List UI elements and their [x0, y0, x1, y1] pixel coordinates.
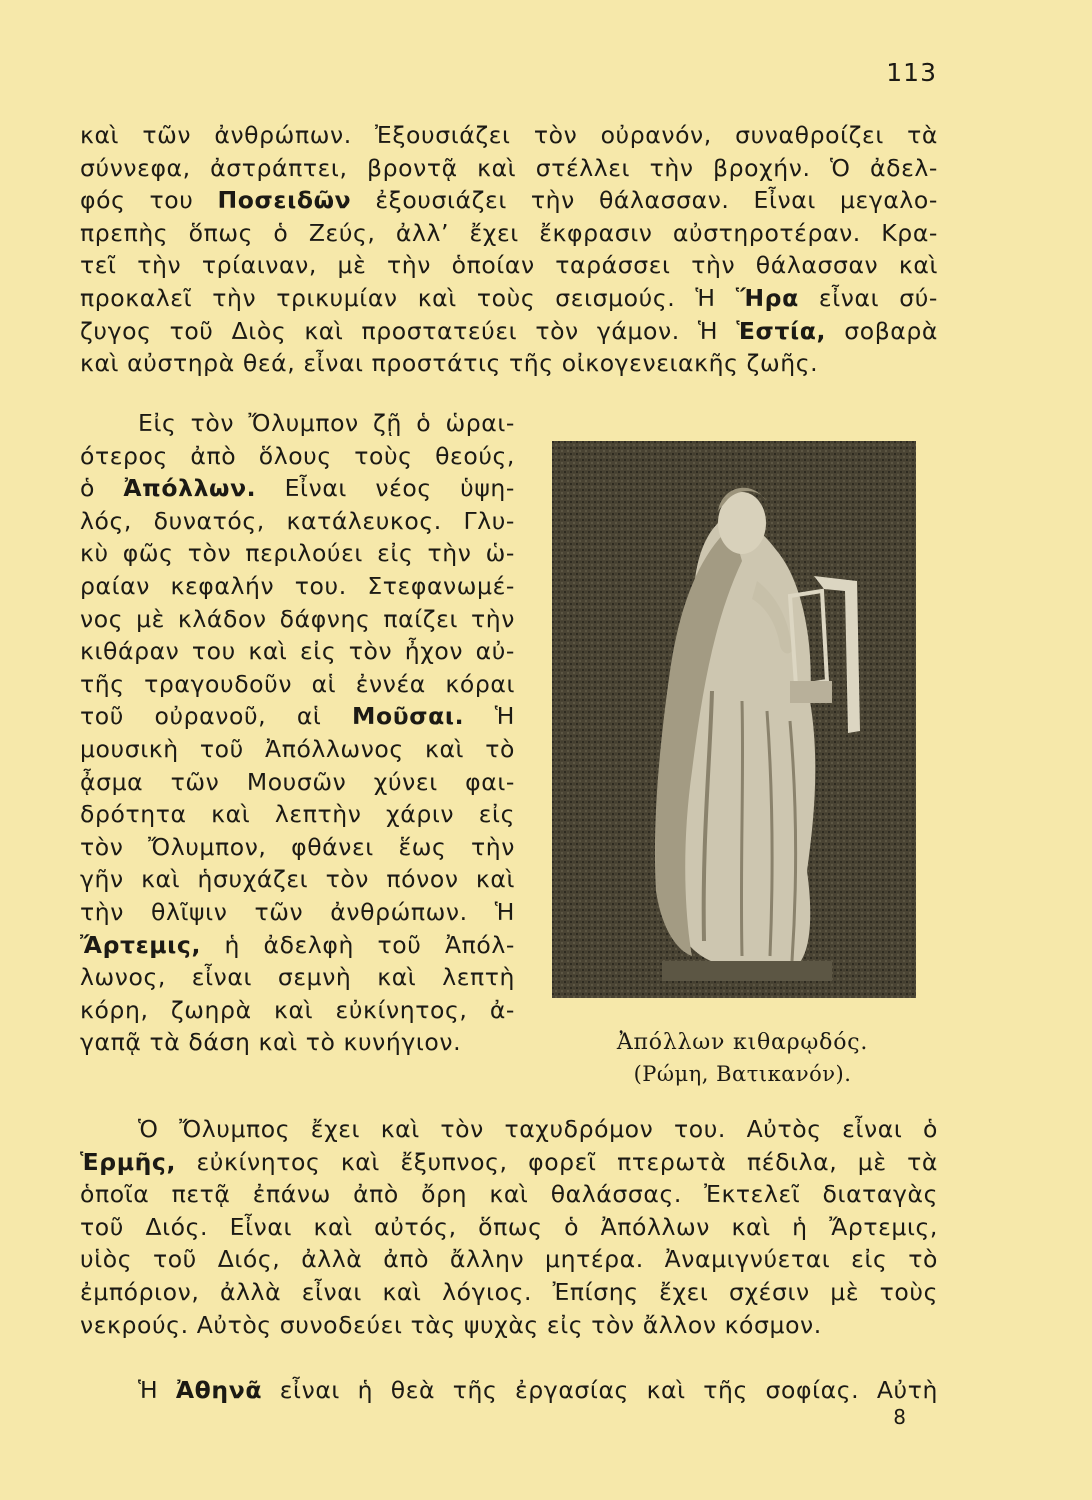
text-line: γαπᾷ τὰ δάση καὶ τὸ κυνήγιον. [80, 1028, 462, 1057]
text-line: τοῦ οὐρανοῦ, αἱ Μοῦσαι. Ἡ [80, 702, 515, 731]
text-line: τοῦ Διός. Εἶναι καὶ αὐτός, ὅπως ὁ Ἀπόλλων καὶ ἡ Ἄρτεμις, [80, 1212, 938, 1241]
paragraph-3 [80, 1113, 938, 1341]
text-line: νος μὲ κλάδον δάφνης παίζει τὴν [80, 604, 515, 633]
text-line: λός, δυνατός, κατάλευκος. Γλυ- [80, 506, 515, 535]
text-line: Ἑρμῆς, εὐκίνητος καὶ ἔξυπνος, φορεῖ πτερωτὰ πέδιλα, μὲ τὰ [80, 1147, 938, 1176]
text-line: καὶ αὐστηρὰ θεά, εἶναι προστάτις τῆς οἰκογενειακῆς ζωῆς. [80, 349, 819, 378]
text-line: δρότητα καὶ λεπτὴν χάριν εἰς [80, 800, 515, 829]
text-line: ὁποῖα πετᾷ ἐπάνω ἀπὸ ὄρη καὶ θαλάσσας. Ἐκτελεῖ διαταγὰς [80, 1180, 938, 1209]
text-line: τεῖ τὴν τρίαιναν, μὲ τὴν ὁποίαν ταράσσει τὴν θάλασσαν καὶ [80, 251, 938, 280]
name-hera: Ἥρα [735, 283, 799, 312]
text-line: μουσικὴ τοῦ Ἀπόλλωνος καὶ τὸ [80, 734, 515, 763]
text-line: ὁ Ἀπόλλων. Εἶναι νέος ὑψη- [80, 474, 515, 503]
text-line: υἱὸς τοῦ Διός, ἀλλὰ ἀπὸ ἄλλην μητέρα. Ἀναμιγνύεται εἰς τὸ [80, 1245, 938, 1274]
text-line: ἐμπόριον, ἀλλὰ εἶναι καὶ λόγιος. Ἐπίσης ἔχει σχέσιν μὲ τοὺς [80, 1277, 938, 1306]
text-line: λωνος, εἶναι σεμνὴ καὶ λεπτὴ [80, 963, 515, 992]
name-muses: Μοῦσαι. [352, 702, 465, 731]
text-line: καὶ τῶν ἀνθρώπων. Ἐξουσιάζει τὸν οὐρανόν, συναθροίζει τὰ [80, 121, 938, 149]
text-line: κιθάραν του καὶ εἰς τὸν ἦχον αὐ- [80, 637, 515, 666]
text-line: νεκρούς. Αὐτὸς συνοδεύει τὰς ψυχὰς εἰς τὸν ἄλλον κόσμον. [80, 1310, 822, 1339]
text-line: Ἡ Ἀθηνᾶ εἶναι ἡ θεὰ τῆς ἐργασίας καὶ τῆς σοφίας. Αὐτὴ [138, 1376, 938, 1404]
paragraph-4 [80, 1374, 938, 1407]
name-hestia: Ἑστία, [736, 316, 827, 345]
name-apollo: Ἀπόλλων. [123, 474, 257, 503]
text-line: Ὁ Ὄλυμπος ἔχει καὶ τὸν ταχυδρόμον του. Αὐτὸς εἶναι ὁ [138, 1115, 938, 1143]
apollo-statue-image [552, 441, 916, 998]
statue-illustration-icon [552, 441, 916, 998]
paragraph-1 [80, 119, 938, 380]
text-line: γῆν καὶ ἡσυχάζει τὸν πόνον καὶ [80, 865, 515, 894]
name-artemis: Ἄρτεμις, [80, 930, 201, 959]
name-athena: Ἀθηνᾶ [175, 1376, 263, 1404]
text-line: τὸν Ὄλυμπον, φθάνει ἕως τὴν [80, 832, 515, 861]
text-line: ᾆσμα τῶν Μουσῶν χύνει φαι- [80, 767, 515, 796]
page-number: 113 [886, 58, 937, 87]
text-line: κὺ φῶς τὸν περιλούει εἰς τὴν ὡ- [80, 539, 515, 568]
text-line: τῆς τραγουδοῦν αἱ ἐννέα κόραι [80, 669, 515, 698]
name-poseidon: Ποσειδῶν [217, 186, 352, 215]
text-line: προκαλεῖ τὴν τρικυμίαν καὶ τοὺς σεισμούς. Ἡ Ἥρα εἶναι σύ- [80, 283, 938, 312]
text-line: σύννεφα, ἀστράπτει, βροντᾷ καὶ στέλλει τὴν βροχήν. Ὁ ἀδελ- [80, 153, 938, 182]
figure-caption-title: Ἀπόλλων κιθαρῳδός. [616, 1030, 869, 1055]
text-line: Ἄρτεμις, ἡ ἀδελφὴ τοῦ Ἀπόλ- [80, 930, 515, 959]
text-line: πρεπὴς ὅπως ὁ Ζεύς, ἀλλ’ ἔχει ἔκφρασιν αὐστηροτέραν. Κρα- [80, 218, 938, 247]
text-line: ραίαν κεφαλήν του. Στεφανωμέ- [80, 571, 515, 600]
signature-mark: 8 [893, 1405, 906, 1429]
text-line: φός του Ποσειδῶν ἐξουσιάζει τὴν θάλασσαν. Εἶναι μεγαλο- [80, 186, 938, 215]
name-hermes: Ἑρμῆς, [80, 1147, 176, 1176]
text-line: τὴν θλῖψιν τῶν ἀνθρώπων. Ἡ [80, 897, 515, 926]
text-line: κόρη, ζωηρὰ καὶ εὐκίνητος, ἀ- [80, 995, 515, 1024]
text-line: ζυγος τοῦ Διὸς καὶ προστατεύει τὸν γάμον. Ἡ Ἑστία, σοβαρὰ [80, 316, 938, 345]
paragraph-2 [80, 407, 515, 1059]
text-line: ότερος ἀπὸ ὅλους τοὺς θεούς, [80, 441, 515, 470]
text-line: Εἰς τὸν Ὄλυμπον ζῇ ὁ ὡραι- [138, 409, 515, 437]
figure-caption-location: (Ρώμη, Βατικανόν). [633, 1062, 852, 1086]
